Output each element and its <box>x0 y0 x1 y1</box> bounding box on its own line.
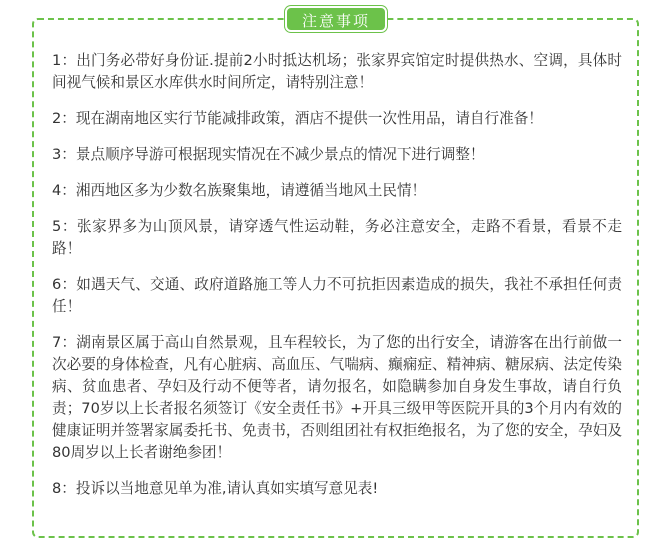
notice-item-3: 3：景点顺序导游可根据现实情况在不减少景点的情况下进行调整！ <box>52 146 485 163</box>
notice-item-4: 4：湘西地区多为少数名族聚集地，请遵循当地风土民情！ <box>52 182 427 199</box>
notice-item-5: 5：张家界多为山顶风景，请穿透气性运动鞋，务必注意安全，走路不看景，看景不走路！ <box>52 218 622 257</box>
notice-item-6: 6：如遇天气、交通、政府道路施工等人力不可抗拒因素造成的损失，我社不承担任何责任！ <box>52 276 622 315</box>
notice-item-1: 1：出门务必带好身份证.提前2小时抵达机场；张家界宾馆定时提供热水、空调，具体时间视气候和景区水库供水时间所定，请特别注意！ <box>52 52 622 91</box>
notice-item-2: 2：现在湖南地区实行节能减排政策，酒店不提供一次性用品，请自行准备！ <box>52 110 543 127</box>
notice-item-8: 8：投诉以当地意见单为准,请认真如实填写意见表! <box>52 480 379 497</box>
notice-list <box>52 50 622 514</box>
notice-item-7: 7：湖南景区属于高山自然景观，且车程较长，为了您的出行安全，请游客在出行前做一次必要的身体检查，凡有心脏病、高血压、气喘病、癫痫症、精神病、糖尿病、法定传染病、贫血患者、孕妇及行动不便等者，请勿报名，如隐瞒参加自身发生事故，请自行负责；70岁以上长者报名须签订《安全责任书》+开具三级甲等医院开具的3个月内有效的健康证明并签署家属委托书、免责书，否则组团社有权拒绝报名，为了您的安全，孕妇及80周岁以上长者谢绝参团！ <box>52 334 622 461</box>
notice-title: 注意事项 <box>285 6 387 32</box>
